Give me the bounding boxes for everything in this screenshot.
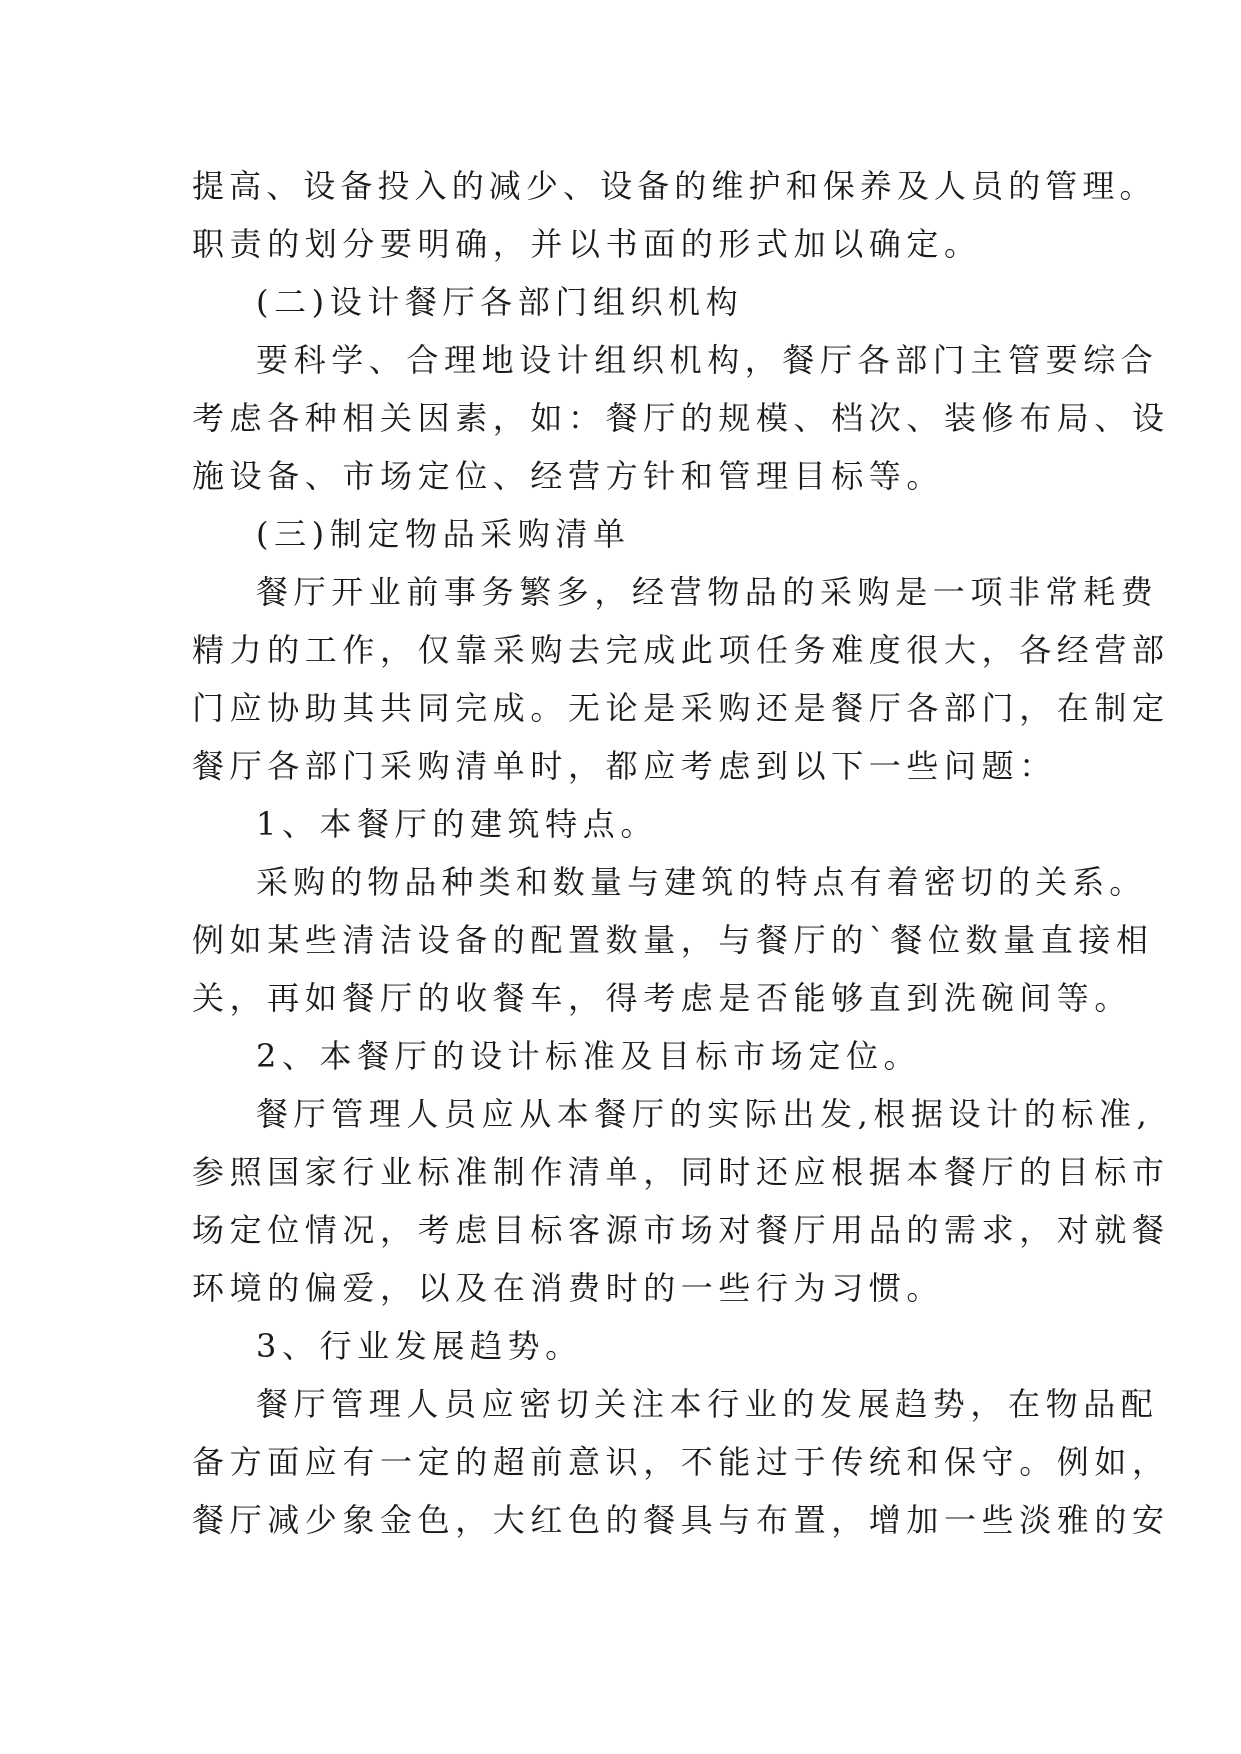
text-line-18: 参照国家行业标准制作清单，同时还应根据本餐厅的目标市 <box>192 1153 1170 1191</box>
text-line-1: 提高、设备投入的减少、设备的维护和保养及人员的管理。 <box>192 167 1157 205</box>
text-line-20: 环境的偏爱，以及在消费时的一些行为习惯。 <box>192 1269 945 1307</box>
text-line-17: 餐厅管理人员应从本餐厅的实际出发,根据设计的标准, <box>256 1095 1153 1133</box>
text-line-8: 餐厅开业前事务繁多，经营物品的采购是一项非常耗费 <box>256 573 1159 611</box>
list-item-1-heading: 1、本餐厅的建筑特点。 <box>256 805 658 843</box>
list-item-3-heading: 3、行业发展趋势。 <box>256 1327 583 1365</box>
text-line-13: 采购的物品种类和数量与建筑的特点有着密切的关系。 <box>256 863 1147 901</box>
text-line-24: 餐厅减少象金色，大红色的餐具与布置，增加一些淡雅的安 <box>192 1501 1170 1539</box>
text-line-19: 场定位情况，考虑目标客源市场对餐厅用品的需求，对就餐 <box>192 1211 1170 1249</box>
section-heading-2: (二)设计餐厅各部门组织机构 <box>256 283 744 321</box>
text-line-4: 要科学、合理地设计组织机构，餐厅各部门主管要综合 <box>256 341 1159 379</box>
text-line-23: 备方面应有一定的超前意识，不能过于传统和保守。例如， <box>192 1443 1170 1481</box>
text-line-15: 关，再如餐厅的收餐车，得考虑是否能够直到洗碗间等。 <box>192 979 1133 1017</box>
text-line-2: 职责的划分要明确，并以书面的形式加以确定。 <box>192 225 982 263</box>
text-line-14: 例如某些清洁设备的配置数量，与餐厅的`餐位数量直接相 <box>192 921 1154 959</box>
text-line-5: 考虑各种相关因素，如：餐厅的规模、档次、装修布局、设 <box>192 399 1170 437</box>
text-line-6: 施设备、市场定位、经营方针和管理目标等。 <box>192 457 945 495</box>
section-heading-3: (三)制定物品采购清单 <box>256 515 631 553</box>
text-line-9: 精力的工作，仅靠采购去完成此项任务难度很大，各经营部 <box>192 631 1170 669</box>
text-line-11: 餐厅各部门采购清单时，都应考虑到以下一些问题： <box>192 747 1057 785</box>
list-item-2-heading: 2、本餐厅的设计标准及目标市场定位。 <box>256 1037 922 1075</box>
text-line-10: 门应协助其共同完成。无论是采购还是餐厅各部门，在制定 <box>192 689 1170 727</box>
text-line-22: 餐厅管理人员应密切关注本行业的发展趋势，在物品配 <box>256 1385 1159 1423</box>
